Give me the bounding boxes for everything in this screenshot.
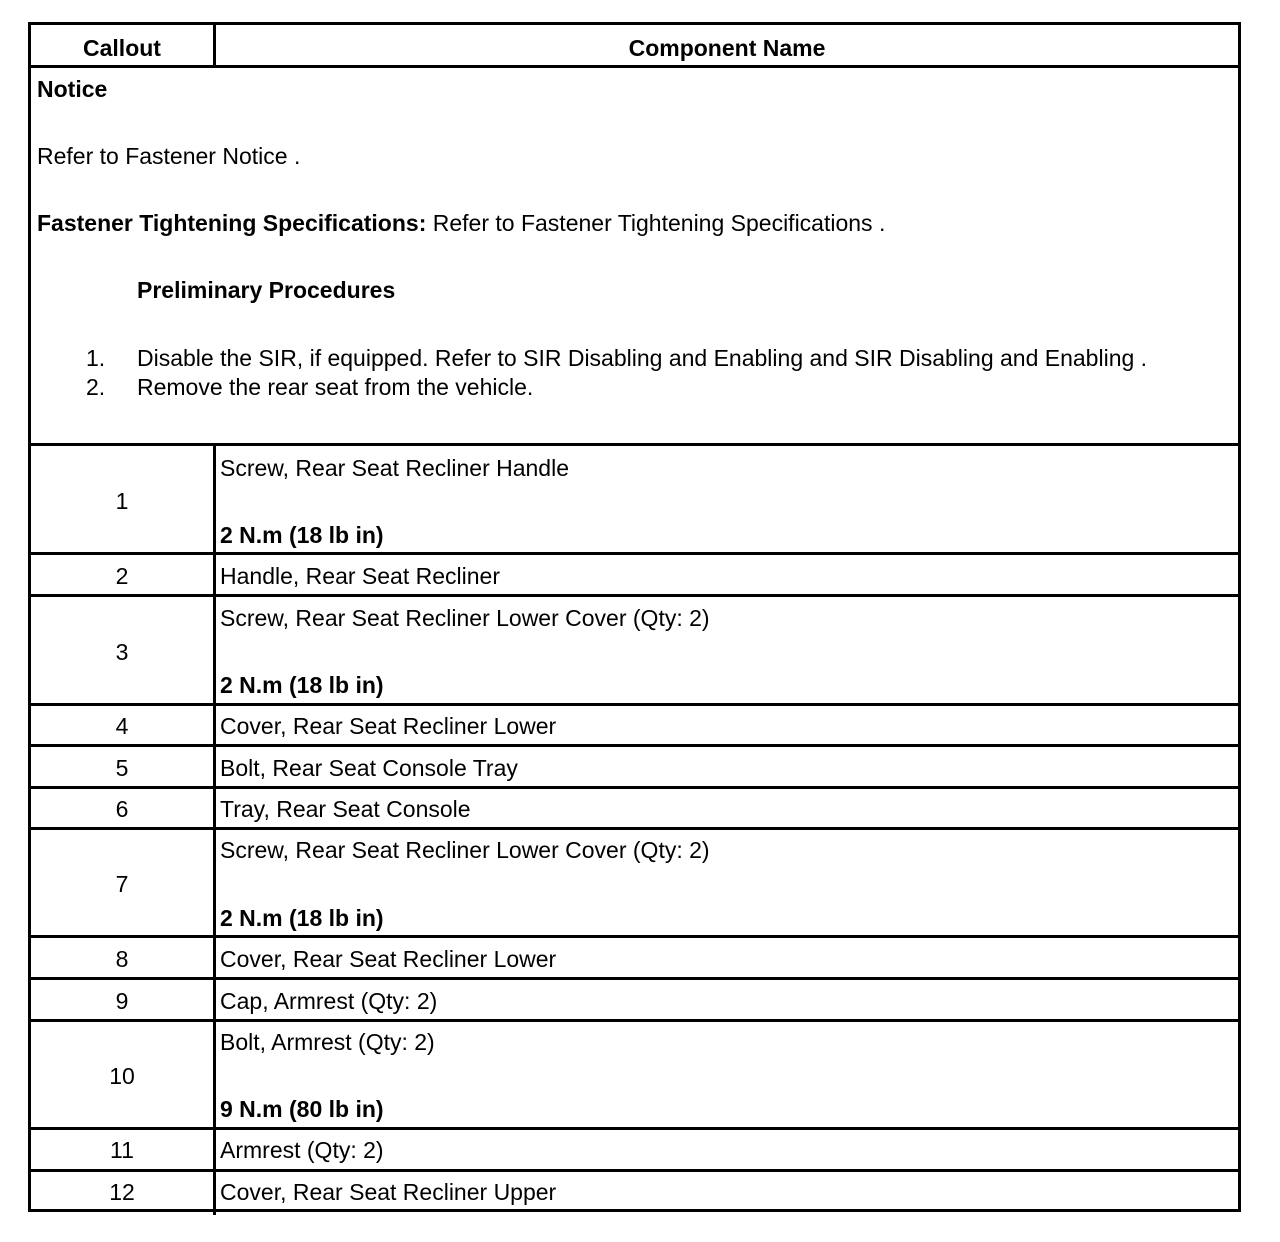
row-component-name: Screw, Rear Seat Recliner Lower Cover (Qty: 2)	[220, 605, 710, 631]
header-callout: Callout	[83, 35, 161, 61]
row-callout: 7	[115, 871, 129, 897]
row-component-name: Cover, Rear Seat Recliner Upper	[220, 1179, 557, 1205]
row-callout: 2	[115, 563, 129, 589]
row-torque-spec: 2 N.m (18 lb in)	[220, 672, 384, 698]
step-2-number: 2.	[86, 374, 106, 400]
row-torque-spec: 2 N.m (18 lb in)	[220, 522, 384, 548]
row-callout: 8	[115, 946, 129, 972]
row-component-name: Screw, Rear Seat Recliner Lower Cover (Qty: 2)	[220, 837, 710, 863]
row-rule	[31, 552, 1238, 555]
header-component-name: Component Name	[628, 35, 826, 61]
row-rule	[31, 977, 1238, 980]
row-callout: 5	[115, 755, 129, 781]
row-callout: 9	[115, 988, 129, 1014]
step-1-number: 1.	[86, 345, 106, 371]
header-rule	[31, 65, 1238, 68]
spec-label: Fastener Tightening Specifications:	[37, 210, 427, 236]
header-divider	[213, 25, 216, 65]
row-component-name: Bolt, Armrest (Qty: 2)	[220, 1029, 435, 1055]
row-component-name: Cover, Rear Seat Recliner Lower	[220, 713, 557, 739]
row-callout: 3	[115, 639, 129, 665]
row-component-name: Tray, Rear Seat Console	[220, 796, 471, 822]
row-rule	[31, 744, 1238, 747]
notice-refer-text: Refer to Fastener Notice .	[37, 143, 301, 169]
row-component-name: Cap, Armrest (Qty: 2)	[220, 988, 438, 1014]
spec-text: Refer to Fastener Tightening Specifications .	[426, 210, 886, 236]
row-rule	[31, 1169, 1238, 1172]
row-torque-spec: 2 N.m (18 lb in)	[220, 905, 384, 931]
row-component-name: Handle, Rear Seat Recliner	[220, 563, 500, 589]
procedures-title: Preliminary Procedures	[137, 277, 396, 303]
component-table	[28, 22, 1241, 1212]
notice-title: Notice	[37, 76, 108, 102]
row-component-name: Armrest (Qty: 2)	[220, 1137, 384, 1163]
row-rule	[31, 827, 1238, 830]
row-component-name: Screw, Rear Seat Recliner Handle	[220, 455, 569, 481]
row-callout: 6	[115, 796, 129, 822]
row-rule	[31, 1127, 1238, 1130]
row-torque-spec: 9 N.m (80 lb in)	[220, 1096, 384, 1122]
step-1-text: Disable the SIR, if equipped. Refer to SIR Disabling and Enabling and SIR Disabling and Enabling .	[137, 345, 1148, 371]
row-callout: 10	[109, 1063, 135, 1089]
row-rule	[31, 935, 1238, 938]
row-rule	[31, 1019, 1238, 1022]
row-callout: 11	[110, 1137, 134, 1163]
step-2-text: Remove the rear seat from the vehicle.	[137, 374, 534, 400]
row-callout: 1	[115, 488, 129, 514]
row-component-name: Cover, Rear Seat Recliner Lower	[220, 946, 557, 972]
row-callout: 12	[109, 1179, 135, 1205]
row-rule	[31, 786, 1238, 789]
row-callout: 4	[115, 713, 129, 739]
notice-spec-line	[37, 210, 885, 236]
row-rule	[31, 703, 1238, 706]
row-rule	[31, 594, 1238, 597]
row-component-name: Bolt, Rear Seat Console Tray	[220, 755, 518, 781]
